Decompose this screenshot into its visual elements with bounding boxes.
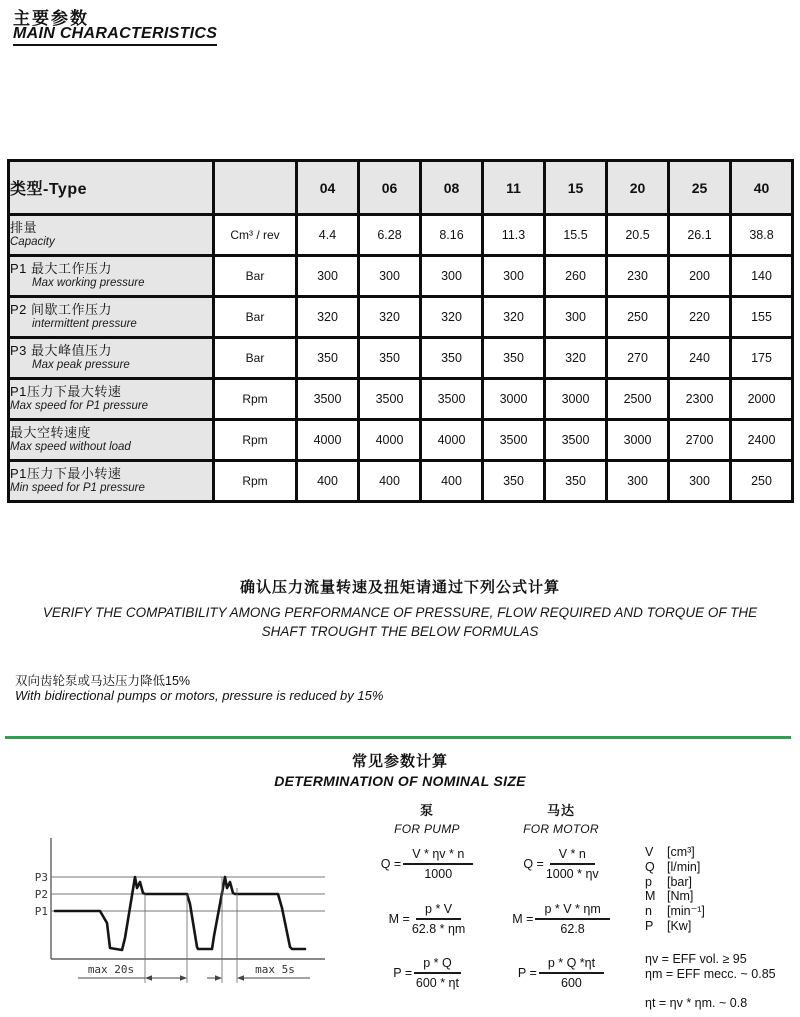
- p1-label: P1: [34, 905, 48, 918]
- value-cell: 300: [297, 256, 359, 297]
- value-cell: 155: [731, 297, 793, 338]
- type-header-cell: 类型-Type: [9, 161, 214, 215]
- pump-title-en: FOR PUMP: [394, 822, 460, 836]
- value-cell: 320: [483, 297, 545, 338]
- value-cell: 300: [483, 256, 545, 297]
- value-cell: 300: [359, 256, 421, 297]
- value-cell: 140: [731, 256, 793, 297]
- characteristics-table: [7, 159, 794, 503]
- row-label-en: Max speed for P1 pressure: [10, 399, 149, 412]
- legend-unit: [bar]: [667, 874, 693, 889]
- column-header: 20: [607, 161, 669, 215]
- value-cell: 230: [607, 256, 669, 297]
- row-label: [9, 461, 214, 502]
- legend-row: [645, 904, 776, 919]
- column-header: 40: [731, 161, 793, 215]
- legend-symbol: n: [645, 904, 652, 919]
- page-title-en: MAIN CHARACTERISTICS: [13, 25, 217, 46]
- value-cell: 175: [731, 338, 793, 379]
- arrowhead-right: [180, 975, 187, 981]
- verify-heading-zh: 确认压力流量转速及扭矩请通过下列公式计算: [239, 579, 560, 596]
- table-row-capacity: [9, 215, 793, 256]
- unit-column-header: [214, 161, 297, 215]
- section-title-en: DETERMINATION OF NOMINAL SIZE: [274, 773, 526, 789]
- value-cell: 300: [545, 297, 607, 338]
- value-cell: 11.3: [483, 215, 545, 256]
- formula-denominator: 62.8 * ηm: [411, 922, 466, 936]
- table-row-max-speed-no-load: [9, 420, 793, 461]
- formula-fraction: [403, 847, 473, 881]
- value-cell: 220: [669, 297, 731, 338]
- formula-fraction: [412, 902, 466, 936]
- formula-fraction: [546, 847, 599, 881]
- formula-lhs: P =: [517, 966, 537, 980]
- pump-flow-formula: [362, 847, 492, 881]
- table-row-p3-max-peak-pressure: [9, 338, 793, 379]
- legend-unit: [cm³]: [667, 845, 695, 859]
- unit-cell: Rpm: [214, 379, 297, 420]
- legend-row: [645, 919, 776, 934]
- row-label-zh: P1压力下最小转速: [10, 465, 122, 481]
- value-cell: 260: [545, 256, 607, 297]
- value-cell: 2000: [731, 379, 793, 420]
- motor-formula-column: [496, 800, 626, 990]
- value-cell: 250: [607, 297, 669, 338]
- legend-symbol: p: [645, 874, 652, 889]
- table-row-max-speed-p1: [9, 379, 793, 420]
- legend-row: [645, 875, 776, 890]
- column-header: 11: [483, 161, 545, 215]
- section-title-zh: 常见参数计算: [351, 753, 448, 770]
- pump-torque-formula: [362, 902, 492, 936]
- row-label-zh: P1 最大工作压力: [10, 260, 113, 276]
- value-cell: 3000: [483, 379, 545, 420]
- unit-cell: Bar: [214, 256, 297, 297]
- formula-denominator: 600: [561, 976, 582, 990]
- value-cell: 2700: [669, 420, 731, 461]
- value-cell: 3500: [483, 420, 545, 461]
- legend-row: [645, 845, 776, 860]
- verify-heading-en-line1: VERIFY THE COMPATIBILITY AMONG PERFORMANCE OF PRESSURE, FLOW REQUIRED AND TORQUE OF THE: [42, 605, 758, 620]
- value-cell: 350: [297, 338, 359, 379]
- pump-title-zh: 泵: [419, 803, 434, 818]
- value-cell: 4.4: [297, 215, 359, 256]
- row-label: [9, 420, 214, 461]
- formula-lhs: P =: [393, 966, 413, 980]
- column-header: 08: [421, 161, 483, 215]
- value-cell: 270: [607, 338, 669, 379]
- value-cell: 2400: [731, 420, 793, 461]
- value-cell: 2300: [669, 379, 731, 420]
- formula-fraction: [539, 956, 604, 990]
- motor-title-zh: 马达: [546, 803, 575, 818]
- value-cell: 4000: [359, 420, 421, 461]
- formula-lhs: M =: [388, 912, 410, 926]
- formula-numerator: p * V: [416, 902, 461, 920]
- eff-vol-note: ηv = EFF vol. ≥ 95: [645, 951, 747, 966]
- row-label-zh: P3 最大峰值压力: [10, 342, 113, 358]
- p3-label: P3: [34, 871, 48, 884]
- row-label-zh: 最大空转速度: [10, 424, 92, 440]
- row-label-zh: 排量: [10, 219, 38, 235]
- formula-numerator: p * Q: [414, 956, 461, 974]
- formula-lhs: M =: [512, 912, 534, 926]
- pump-formula-column: [362, 800, 492, 990]
- legend-unit: [Nm]: [667, 889, 694, 904]
- row-label: [9, 379, 214, 420]
- value-cell: 38.8: [731, 215, 793, 256]
- value-cell: 3500: [421, 379, 483, 420]
- motor-flow-formula: [496, 847, 626, 881]
- row-label-en: intermittent pressure: [32, 317, 137, 330]
- table-row-p2-intermittent-pressure: [9, 297, 793, 338]
- eff-total-note: ηt = ηv * ηm. ~ 0.8: [645, 995, 748, 1010]
- max-20s-label: max 20s: [87, 963, 135, 976]
- formula-fraction: [535, 902, 609, 936]
- motor-torque-formula: [496, 902, 626, 936]
- value-cell: 320: [297, 297, 359, 338]
- value-cell: 400: [359, 461, 421, 502]
- value-cell: 250: [731, 461, 793, 502]
- legend-symbol: Q: [645, 859, 655, 874]
- formula-denominator: 1000: [424, 867, 453, 881]
- eff-mecc-note: ηm = EFF mecc. ~ 0.85: [645, 967, 776, 982]
- pressure-cycle-diagram: [18, 822, 348, 1014]
- value-cell: 6.28: [359, 215, 421, 256]
- formula-denominator: 600 * ηt: [415, 976, 459, 990]
- formula-numerator: V * n: [550, 847, 595, 865]
- legend-symbol: M: [645, 889, 656, 904]
- unit-cell: Bar: [214, 338, 297, 379]
- arrowhead-left: [145, 975, 152, 981]
- value-cell: 300: [669, 461, 731, 502]
- legend-symbol: V: [645, 845, 654, 859]
- formula-lhs: Q =: [380, 857, 402, 871]
- row-label-en: Max working pressure: [32, 276, 145, 289]
- bidirectional-note-zh: 双向齿轮泵或马达压力降低15%: [15, 674, 191, 688]
- value-cell: 3000: [545, 379, 607, 420]
- formula-denominator: 62.8: [560, 922, 585, 936]
- unit-cell: Bar: [214, 297, 297, 338]
- value-cell: 8.16: [421, 215, 483, 256]
- table-header-row: [9, 161, 793, 215]
- unit-cell: Rpm: [214, 461, 297, 502]
- row-label-en: Capacity: [10, 235, 55, 248]
- legend-row: [645, 889, 776, 904]
- motor-power-formula: [496, 956, 626, 990]
- table-row-p1-max-working-pressure: [9, 256, 793, 297]
- max-5s-label: max 5s: [255, 963, 295, 976]
- unit-cell: Cm³ / rev: [214, 215, 297, 256]
- column-header: 06: [359, 161, 421, 215]
- legend-unit: [l/min]: [667, 859, 701, 874]
- formula-numerator: V * ηv * n: [403, 847, 473, 865]
- value-cell: 320: [421, 297, 483, 338]
- value-cell: 300: [607, 461, 669, 502]
- formula-denominator: 1000 * ηv: [545, 867, 599, 881]
- row-label: [9, 256, 214, 297]
- value-cell: 350: [483, 338, 545, 379]
- row-label-en: Min speed for P1 pressure: [10, 481, 145, 494]
- column-header: 04: [297, 161, 359, 215]
- green-divider: [5, 736, 791, 739]
- value-cell: 300: [421, 256, 483, 297]
- row-label: [9, 297, 214, 338]
- unit-cell: Rpm: [214, 420, 297, 461]
- value-cell: 350: [359, 338, 421, 379]
- value-cell: 3000: [607, 420, 669, 461]
- page-title-zh: 主要参数: [13, 9, 89, 28]
- motor-title-en: FOR MOTOR: [523, 822, 599, 836]
- value-cell: 3500: [545, 420, 607, 461]
- arrowhead-right: [215, 975, 222, 981]
- row-label-en: Max speed without load: [10, 440, 131, 453]
- value-cell: 3500: [297, 379, 359, 420]
- p2-label: P2: [34, 888, 48, 901]
- column-header: 25: [669, 161, 731, 215]
- legend-symbol: P: [645, 918, 654, 933]
- value-cell: 400: [421, 461, 483, 502]
- row-label-zh: P1压力下最大转速: [10, 383, 122, 399]
- value-cell: 26.1: [669, 215, 731, 256]
- value-cell: 200: [669, 256, 731, 297]
- verify-heading-en-line2: SHAFT TROUGHT THE BELOW FORMULAS: [261, 623, 539, 639]
- efficiency-notes: [645, 952, 776, 983]
- formula-numerator: p * Q *ηt: [539, 956, 604, 974]
- row-label-en: Max peak pressure: [32, 358, 130, 371]
- bidirectional-note-en: With bidirectional pumps or motors, pressure is reduced by 15%: [15, 688, 384, 703]
- value-cell: 320: [359, 297, 421, 338]
- formula-fraction: [414, 956, 461, 990]
- row-label: [9, 215, 214, 256]
- value-cell: 350: [421, 338, 483, 379]
- formula-lhs: Q =: [523, 857, 544, 871]
- value-cell: 3500: [359, 379, 421, 420]
- value-cell: 350: [483, 461, 545, 502]
- value-cell: 400: [297, 461, 359, 502]
- legend-unit: [Kw]: [667, 918, 692, 933]
- value-cell: 4000: [421, 420, 483, 461]
- row-label-zh: P2 间歇工作压力: [10, 301, 113, 317]
- arrowhead-left: [237, 975, 244, 981]
- legend-row: [645, 860, 776, 875]
- pump-power-formula: [362, 956, 492, 990]
- pressure-waveform: [55, 877, 305, 950]
- column-header: 15: [545, 161, 607, 215]
- value-cell: 240: [669, 338, 731, 379]
- value-cell: 20.5: [607, 215, 669, 256]
- legend-unit: [min⁻¹]: [667, 904, 705, 919]
- value-cell: 4000: [297, 420, 359, 461]
- symbol-legend: [645, 845, 776, 1011]
- verify-heading-en: [0, 604, 800, 642]
- value-cell: 15.5: [545, 215, 607, 256]
- value-cell: 350: [545, 461, 607, 502]
- value-cell: 320: [545, 338, 607, 379]
- formula-numerator: p * V * ηm: [535, 902, 609, 920]
- value-cell: 2500: [607, 379, 669, 420]
- row-label: [9, 338, 214, 379]
- table-row-min-speed-p1: [9, 461, 793, 502]
